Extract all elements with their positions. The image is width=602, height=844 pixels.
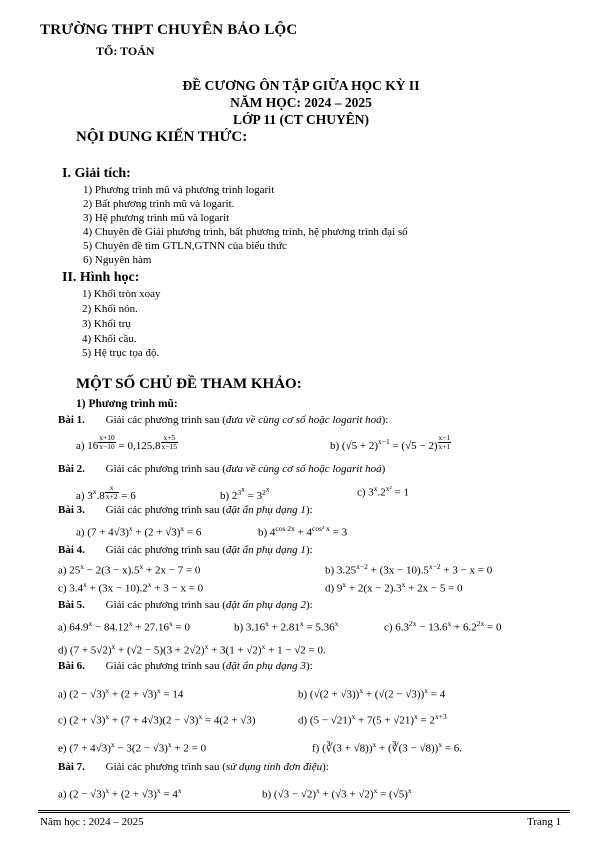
problem-6: Bài 6. Giải các phương trình sau (đặt ẩn phụ dạng 3): xyxy=(58,660,313,672)
analysis-item: 1) Phương trình mũ và phương trình logarit xyxy=(83,184,275,196)
problem-label: Bài 7. xyxy=(58,761,85,773)
equation-2a: a) 3$^x$.8 $^{\frac{x}{x+2}}$ = 6 xyxy=(76,483,136,502)
equation-1b: b) $(√5 + 2)^{x-1} = (√5 - 2)$ $^{\frac{x-1}{x+1}}$ xyxy=(330,433,451,452)
content-heading: NỘI DUNG KIẾN THỨC: xyxy=(76,129,248,145)
analysis-item: 4) Chuyên đề Giải phương trình, bất phương trình, hệ phương trình đại số xyxy=(83,226,408,238)
equation-5d: d) $(7 + 5√2)^x + (√2 - 5)(3 + 2√2)^x + 3(1 + √2)^x + 1 - √2 = 0$. xyxy=(58,642,326,657)
problem-5: Bài 5. Giải các phương trình sau (đặt ẩn phụ dạng 2): xyxy=(58,599,313,611)
equation-1a: a) 16 $^{\frac{x+10}{x-10}}$ = 0,125.8 $^{\frac{x+5}{x-15}}$ xyxy=(76,433,177,452)
school-name: TRƯỜNG THPT CHUYÊN BẢO LỘC xyxy=(40,22,298,38)
equation-6a: a) $(2 - √3)^x + (2 + √3)^x = 14$ xyxy=(58,686,184,701)
problem-label: Bài 6. xyxy=(58,660,85,672)
equation-3a: a) $(7 + 4√3)^x + (2 + √3)^x = 6$ xyxy=(76,524,202,539)
problem-label: Bài 4. xyxy=(58,544,85,556)
class-title: LỚP 11 (CT CHUYÊN) xyxy=(233,112,369,127)
equation-4a: a) $25^x - 2(3 - x).5^x + 2x - 7 = 0$ xyxy=(58,562,201,577)
geometry-item: 1) Khối tròn xoay xyxy=(82,288,161,300)
equation-5a: a) $64.9^x - 84.12^x + 27.16^x = 0$ xyxy=(58,619,190,634)
equation-6f: f) (∛(3 + √8))$^x$ + (∛(3 − √8))$^x$ = 6. xyxy=(312,740,463,755)
geometry-item: 3) Khối trụ xyxy=(82,318,131,330)
equation-2c: c) $3^x.2^{x^2} = 1$ xyxy=(357,484,410,499)
problem-label: Bài 5. xyxy=(58,599,85,611)
equation-4d: d) $9^x + 2(x - 2).3^x + 2x - 5 = 0$ xyxy=(325,580,463,595)
footer-divider xyxy=(38,810,570,811)
problem-3: Bài 3. Giải các phương trình sau (đặt ẩn phụ dạng 1): xyxy=(58,504,313,516)
equation-4b: b) $3.25^{x-2} + (3x - 10).5^{x-2} + 3 - x = 0$ xyxy=(325,562,493,577)
footer-year: Năm học : 2024 – 2025 xyxy=(40,816,144,828)
analysis-item: 2) Bất phương trình mũ và logarit. xyxy=(83,198,235,210)
problem-label: Bài 2. xyxy=(58,463,85,475)
analysis-item: 3) Hệ phương trình mũ và logarit xyxy=(83,212,230,224)
equation-2b: b) $2^{3^x} = 3^{2^x}$ xyxy=(220,484,270,503)
problem-7: Bài 7. Giải các phương trình sau (sử dụng tính đơn điệu): xyxy=(58,761,329,773)
problem-label: Bài 1. xyxy=(58,414,85,426)
document-title: ĐỀ CƯƠNG ÔN TẬP GIỮA HỌC KỲ II xyxy=(182,78,420,93)
footer-divider xyxy=(38,812,570,813)
problem-1: Bài 1. Giải các phương trình sau (đưa về cùng cơ số hoặc logarit hoá): xyxy=(58,414,389,426)
analysis-item: 6) Nguyên hàm xyxy=(83,254,152,266)
equation-6d: d) $(5 - √21)^x + 7(5 + √21)^x = 2^{x+3}$ xyxy=(298,712,447,727)
equation-5c: c) $6.3^{2x} - 13.6^x + 6.2^{2x} = 0$ xyxy=(384,619,502,634)
geometry-item: 2) Khối nón. xyxy=(82,303,138,315)
subtopic-heading: 1) Phương trình mũ: xyxy=(76,398,178,410)
equation-6b: b) $(√(2 + √3))^x + (√(2 - √3))^x = 4$ xyxy=(298,686,446,701)
equation-7b: b) $(√3 - √2)^x + (√3 + √2)^x = (√5)^x$ xyxy=(262,786,412,801)
school-year-title: NĂM HỌC: 2024 – 2025 xyxy=(230,95,372,110)
problem-4: Bài 4. Giải các phương trình sau (đặt ẩn phụ dạng 1): xyxy=(58,544,313,556)
equation-4c: c) $3.4^x + (3x - 10).2^x + 3 - x = 0$ xyxy=(58,580,204,595)
department-name: TỔ: TOÁN xyxy=(96,44,155,58)
topics-heading: MỘT SỐ CHỦ ĐỀ THAM KHẢO: xyxy=(76,376,302,392)
problem-label: Bài 3. xyxy=(58,504,85,516)
problem-2: Bài 2. Giải các phương trình sau (đưa về cùng cơ số hoặc logarit hoá) xyxy=(58,463,386,475)
equation-6c: c) $(2 + √3)^x + (7 + 4√3)(2 - √3)^x = 4(2 + √3)$ xyxy=(58,712,256,727)
equation-7a: a) $(2 - √3)^x + (2 + √3)^x = 4^x$ xyxy=(58,786,182,801)
equation-6e: e) $(7 + 4√3)^x - 3(2 - √3)^x + 2 = 0$ xyxy=(58,740,207,755)
analysis-heading: I. Giải tích: xyxy=(62,166,131,181)
equation-3b: b) $4^{cos 2x} + 4^{cos^2 x} = 3$ xyxy=(258,524,348,539)
geometry-heading: II. Hình học: xyxy=(62,270,140,285)
geometry-item: 4) Khối cầu. xyxy=(82,333,137,345)
page-number: Trang 1 xyxy=(527,816,562,828)
geometry-item: 5) Hệ trục tọa độ. xyxy=(82,347,160,359)
analysis-item: 5) Chuyên đề tìm GTLN,GTNN của biểu thức xyxy=(83,240,287,252)
equation-5b: b) $3.16^x + 2.81^x = 5.36^x$ xyxy=(234,619,339,634)
